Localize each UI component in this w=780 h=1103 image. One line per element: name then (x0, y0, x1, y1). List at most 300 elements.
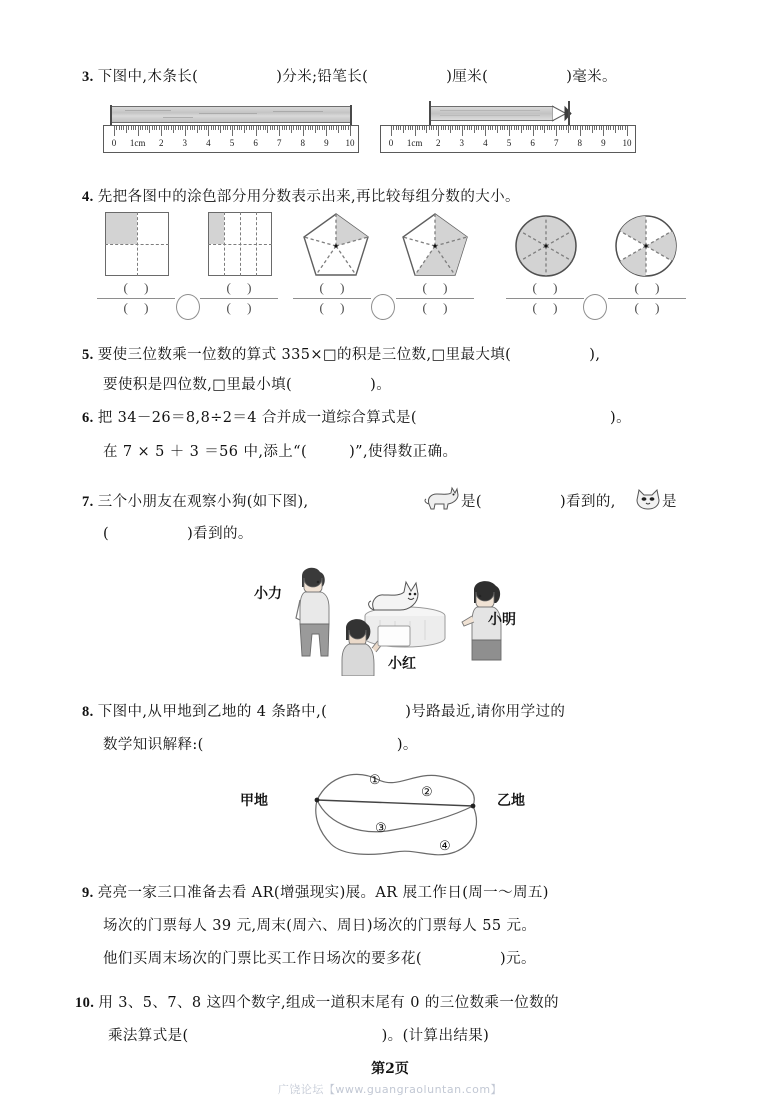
ruler-tick (291, 126, 292, 133)
ruler-tick (338, 126, 339, 133)
ruler-tick (324, 126, 325, 130)
question-5-line-2 (103, 370, 391, 400)
ruler-tick (599, 126, 600, 130)
numerator-blank[interactable]: ( ) (422, 280, 448, 295)
numerator-blank[interactable]: ( ) (319, 280, 345, 295)
ruler-tick (495, 126, 496, 130)
ruler-tick (277, 126, 278, 130)
question-7-text-c: )看到的, (560, 494, 616, 510)
ruler-tick (514, 126, 515, 130)
fraction-bar (608, 298, 686, 299)
ruler-tick (448, 126, 449, 130)
ruler-tick (341, 126, 342, 130)
ruler-tick (467, 126, 468, 130)
denominator-blank[interactable]: ( ) (319, 300, 345, 315)
ruler-tick (544, 126, 545, 133)
question-6-line-1 (82, 403, 631, 433)
stick-grain (273, 111, 323, 112)
fraction-bar (97, 298, 175, 299)
ruler-tick (509, 126, 510, 136)
ruler-label: 0 (388, 138, 394, 148)
ruler-tick (511, 126, 512, 130)
ruler-tick (135, 126, 136, 130)
ruler-tick (305, 126, 306, 130)
ruler-label: 5 (229, 138, 235, 148)
ruler-tick (540, 126, 541, 130)
ruler-tick (441, 126, 442, 130)
ruler-tick (559, 126, 560, 130)
ruler-tick (521, 126, 522, 133)
ruler-tick (408, 126, 409, 130)
ruler-tick (239, 126, 240, 130)
ruler-tick (547, 126, 548, 130)
ruler-label: 6 (530, 138, 535, 148)
ruler-tick (483, 126, 484, 130)
ruler-tick (253, 126, 254, 130)
figure-pentagon-three-fifths (399, 210, 471, 280)
comparison-operator-blank[interactable] (583, 294, 607, 320)
denominator-blank[interactable]: ( ) (226, 300, 252, 315)
question-5-text-2-end: )。 (370, 377, 392, 393)
pencil-grain (440, 110, 540, 111)
ruler-tick (415, 126, 416, 136)
ruler-label: 10 (622, 138, 632, 148)
ruler-tick (608, 126, 609, 130)
ruler-label: 8 (577, 138, 583, 148)
question-10-line-1 (75, 988, 559, 1018)
ruler-tick (601, 126, 602, 130)
ruler-tick (431, 126, 432, 130)
ruler-tick (237, 126, 238, 130)
question-6-text-2: 在 7 × 5 ＋ 3 ＝56 中,添上“( (103, 444, 308, 460)
ruler-label: 5 (506, 138, 512, 148)
fraction-blank-left[interactable] (97, 280, 175, 316)
ruler-tick (213, 126, 214, 130)
ruler-tick (201, 126, 202, 130)
ruler-tick (405, 126, 406, 130)
ruler-tick (152, 126, 153, 130)
ruler-tick (481, 126, 482, 130)
ruler-tick (199, 126, 200, 130)
dog-side-view-icon (421, 484, 459, 512)
ruler-tick (246, 126, 247, 130)
question-10-text-2: 乘法算式是( (108, 1028, 189, 1044)
wooden-stick (110, 106, 352, 123)
ruler-tick (549, 126, 550, 130)
ruler-tick (570, 126, 571, 130)
figure-pentagon-one-fifth (300, 210, 372, 280)
ruler-tick (469, 126, 470, 130)
question-10-number: 10. (75, 995, 95, 1011)
ruler-tick (121, 126, 122, 130)
question-10-text-1: 用 3、5、7、8 这四个数字,组成一道积末尾有 0 的三位数乘一位数的 (98, 995, 559, 1011)
fraction-blank-right[interactable] (396, 280, 474, 316)
ruler-tick (606, 126, 607, 130)
ruler-tick (615, 126, 616, 133)
ruler-tick (526, 126, 527, 130)
question-8-line-1 (82, 697, 565, 727)
ruler-tick (208, 126, 209, 136)
ruler-tick (542, 126, 543, 130)
ruler-tick (265, 126, 266, 130)
ruler-tick (350, 126, 351, 136)
ruler-label: 2 (158, 138, 164, 148)
ruler-tick (140, 126, 141, 130)
page-number: 第2页 (371, 1061, 409, 1077)
figure-circle-three-sixths (612, 212, 680, 280)
ruler-label: 0 (111, 138, 117, 148)
question-6-text-1: 把 34－26＝8,8÷2＝4 合并成一道综合算式是( (97, 410, 417, 426)
ruler-tick (182, 126, 183, 130)
question-7-text-e: ( (103, 526, 110, 542)
ruler-tick (194, 126, 195, 130)
route-label-2: ② (421, 785, 433, 800)
question-7-line-1 (82, 487, 309, 517)
ruler-tick (620, 126, 621, 130)
question-6-number: 6. (82, 410, 94, 426)
question-9-text-2: 场次的门票每人 39 元,周末(周六、周日)场次的门票每人 55 元。 (103, 918, 537, 934)
question-5-text-1-end: ), (589, 347, 601, 363)
fraction-bar (200, 298, 278, 299)
ruler-tick (319, 126, 320, 130)
ruler-tick (303, 126, 304, 136)
ruler-tick (180, 126, 181, 130)
ruler-tick (166, 126, 167, 130)
ruler-label: 6 (253, 138, 258, 148)
question-9-line-2 (103, 911, 536, 941)
fraction-blank-right[interactable] (200, 280, 278, 316)
stick-grain (125, 110, 171, 111)
fraction-bar (506, 298, 584, 299)
ruler-tick (433, 126, 434, 130)
ruler-tick (220, 126, 221, 133)
ruler-tick (161, 126, 162, 136)
ruler-tick (582, 126, 583, 130)
ruler-tick (244, 126, 245, 133)
ruler-tick (298, 126, 299, 130)
ruler-tick (535, 126, 536, 130)
ruler-tick (573, 126, 574, 130)
denominator-blank[interactable]: ( ) (532, 300, 558, 315)
ruler-tick (507, 126, 508, 130)
ruler-tick (156, 126, 157, 130)
ruler-tick (274, 126, 275, 130)
numerator-blank[interactable]: ( ) (226, 280, 252, 295)
numerator-blank[interactable]: ( ) (634, 280, 660, 295)
ruler-tick (187, 126, 188, 130)
ruler-tick (622, 126, 623, 130)
question-3-text-b: )分米;铅笔长( (276, 69, 369, 85)
ruler-tick (618, 126, 619, 130)
ruler-tick (272, 126, 273, 130)
label-start-jiadi: 甲地 (240, 793, 268, 809)
denominator-blank[interactable]: ( ) (422, 300, 448, 315)
ruler-tick (197, 126, 198, 133)
ruler-tick (530, 126, 531, 130)
dog-on-pedestal (369, 582, 418, 610)
question-10-line-2 (108, 1021, 489, 1051)
ruler-tick (293, 126, 294, 130)
ruler-tick (300, 126, 301, 130)
ruler-tick (175, 126, 176, 130)
ruler-tick (393, 126, 394, 130)
pencil-tip-icon (552, 105, 574, 123)
ruler-tick (284, 126, 285, 130)
ruler-tick (554, 126, 555, 130)
ruler-label: 4 (483, 138, 488, 148)
ruler-tick (329, 126, 330, 130)
ruler-tick (215, 126, 216, 130)
pencil-end-left (429, 101, 431, 126)
question-7-line-2 (103, 519, 253, 549)
ruler-label: 9 (601, 138, 606, 148)
ruler-tick (256, 126, 257, 136)
ruler-tick (178, 126, 179, 130)
ruler-tick (159, 126, 160, 130)
ruler-tick (206, 126, 207, 130)
question-8-text-2: 数学知识解释:( (103, 737, 204, 753)
ruler-tick (204, 126, 205, 130)
label-end-yidi: 乙地 (497, 793, 525, 809)
ruler-label: 3 (182, 138, 188, 148)
question-9-text-3-end: )元。 (500, 951, 536, 967)
fraction-bar (396, 298, 474, 299)
ruler-tick (173, 126, 174, 133)
ruler-tick (142, 126, 143, 130)
ruler-label: 8 (300, 138, 306, 148)
ruler-tick (251, 126, 252, 130)
ruler-label: 1cm (406, 138, 423, 148)
ruler-tick (241, 126, 242, 130)
label-xiaoli: 小力 (254, 586, 282, 602)
denominator-blank[interactable]: ( ) (634, 300, 660, 315)
ruler-tick (312, 126, 313, 130)
ruler-tick (457, 126, 458, 130)
footer (0, 1058, 780, 1097)
ruler-tick (471, 126, 472, 130)
route-label-4: ④ (439, 839, 451, 854)
question-3-line-1 (82, 62, 617, 92)
ruler-tick (171, 126, 172, 130)
ruler-tick (308, 126, 309, 130)
ruler-tick (131, 126, 132, 130)
ruler-tick (114, 126, 115, 136)
shaded-part (106, 213, 137, 244)
ruler-tick (556, 126, 557, 136)
question-7-text-d: 是 (662, 494, 677, 510)
fraction-blank-left[interactable] (293, 280, 371, 316)
ruler-tick (333, 126, 334, 130)
fraction-bar (293, 298, 371, 299)
ruler-tick (459, 126, 460, 130)
ruler-tick (123, 126, 124, 130)
ruler-tick (267, 126, 268, 133)
label-xiaohong: 小红 (388, 656, 416, 672)
ruler-tick (315, 126, 316, 133)
ruler-tick (537, 126, 538, 130)
route-label-1: ① (369, 773, 381, 788)
ruler-tick (592, 126, 593, 133)
figure-routes-map (267, 762, 513, 860)
question-7-text-b: 是( (461, 494, 482, 510)
ruler-tick (603, 126, 604, 136)
ruler-tick (190, 126, 191, 130)
ruler-tick (289, 126, 290, 130)
ruler-label: 2 (435, 138, 441, 148)
ruler-tick (478, 126, 479, 130)
ruler-tick (168, 126, 169, 130)
ruler-tick (443, 126, 444, 130)
question-8-text-2-end: )。 (396, 737, 418, 753)
ruler-label: 1cm (129, 138, 146, 148)
question-3-text-c: )厘米( (446, 69, 489, 85)
ruler-tick (322, 126, 323, 130)
numerator-blank[interactable]: ( ) (532, 280, 558, 295)
question-7-line-1-cont (461, 487, 616, 517)
ruler-tick (594, 126, 595, 130)
ruler-tick (502, 126, 503, 130)
ruler-tick (296, 126, 297, 130)
ruler-tick (249, 126, 250, 130)
watermark: 广饶论坛【www.guangraoluntan.com】 (277, 1083, 503, 1096)
ruler-tick (279, 126, 280, 136)
ruler-tick (462, 126, 463, 136)
ruler-tick (227, 126, 228, 130)
ruler-tick (438, 126, 439, 136)
stick-grain (163, 117, 193, 118)
ruler-tick (474, 126, 475, 133)
numerator-blank[interactable]: ( ) (123, 280, 149, 295)
ruler-tick (345, 126, 346, 130)
question-5-text-2: 要使积是四位数,□里最小填( (103, 377, 293, 393)
ruler-tick (126, 126, 127, 133)
question-7-text-f: )看到的。 (187, 526, 253, 542)
ruler-tick (528, 126, 529, 130)
ruler-tick (426, 126, 427, 133)
ruler-tick (263, 126, 264, 130)
ruler-tick (128, 126, 129, 130)
stick-grain (199, 113, 257, 114)
pencil-grain (440, 115, 540, 116)
comparison-operator-blank[interactable] (176, 294, 200, 320)
ruler-tick (610, 126, 611, 130)
ruler-label: 9 (324, 138, 329, 148)
ruler-tick (410, 126, 411, 130)
ruler-tick (116, 126, 117, 130)
ruler-tick (310, 126, 311, 130)
ruler-tick (452, 126, 453, 130)
ruler-tick (396, 126, 397, 130)
fraction-blank-left[interactable] (506, 280, 584, 316)
pencil-end-right (568, 101, 570, 126)
ruler-right (380, 125, 636, 153)
question-9-text-3: 他们买周末场次的门票比买工作日场次的要多花( (103, 951, 422, 967)
ruler-tick (417, 126, 418, 130)
question-9-line-1 (82, 878, 549, 908)
ruler-tick (585, 126, 586, 130)
figure-circle-six-sixths (512, 212, 580, 280)
ruler-label: 10 (345, 138, 355, 148)
ruler-tick (218, 126, 219, 130)
ruler-tick (398, 126, 399, 130)
fraction-blank-right[interactable] (608, 280, 686, 316)
ruler-tick (391, 126, 392, 136)
ruler-label: 7 (276, 138, 282, 148)
ruler-tick (476, 126, 477, 130)
child-xiaoli (296, 568, 329, 656)
question-9-line-3 (103, 944, 536, 974)
ruler-tick (403, 126, 404, 133)
ruler-tick (523, 126, 524, 130)
ruler-tick (282, 126, 283, 130)
ruler-tick (490, 126, 491, 130)
ruler-tick (577, 126, 578, 130)
ruler-left-with-stick (103, 106, 359, 148)
ruler-tick (348, 126, 349, 130)
question-6-text-1-end: )。 (610, 410, 631, 426)
ruler-tick (234, 126, 235, 130)
comparison-operator-blank[interactable] (371, 294, 395, 320)
question-9-number: 9. (82, 885, 94, 901)
ruler-tick (260, 126, 261, 130)
ruler-label: 7 (553, 138, 559, 148)
question-7-line-1-end (662, 487, 677, 517)
ruler-tick (145, 126, 146, 130)
ruler-right-with-pencil (380, 101, 636, 148)
ruler-tick (533, 126, 534, 136)
question-8-number: 8. (82, 704, 94, 720)
ruler-tick (232, 126, 233, 136)
ruler-tick (164, 126, 165, 130)
question-4-text: 先把各图中的涂色部分用分数表示出来,再比较每组分数的大小。 (97, 189, 520, 205)
ruler-tick (450, 126, 451, 133)
ruler-tick (225, 126, 226, 130)
ruler-label: 3 (459, 138, 465, 148)
question-5-text-1: 要使三位数乘一位数的算式 335×□的积是三位数,□里最大填( (97, 347, 512, 363)
ruler-tick (625, 126, 626, 130)
ruler-tick (270, 126, 271, 130)
ruler-tick (566, 126, 567, 130)
ruler-tick (223, 126, 224, 130)
route-label-3: ③ (375, 821, 387, 836)
denominator-blank[interactable]: ( ) (123, 300, 149, 315)
question-8-text-1: 下图中,从甲地到乙地的 4 条路中,( (97, 704, 328, 720)
ruler-tick (627, 126, 628, 136)
question-5-number: 5. (82, 347, 94, 363)
ruler-tick (400, 126, 401, 130)
ruler-left (103, 125, 359, 153)
ruler-tick (568, 126, 569, 133)
ruler-tick (497, 126, 498, 133)
ruler-tick (561, 126, 562, 130)
ruler-tick (518, 126, 519, 130)
ruler-tick (492, 126, 493, 130)
question-6-line-2 (103, 437, 457, 467)
ruler-tick (192, 126, 193, 130)
question-5-line-1 (82, 340, 600, 370)
ruler-label: 4 (206, 138, 211, 148)
ruler-tick (429, 126, 430, 130)
ruler-tick (147, 126, 148, 130)
ruler-tick (336, 126, 337, 130)
ruler-tick (580, 126, 581, 136)
ruler-tick (185, 126, 186, 136)
question-4-number: 4. (82, 189, 94, 205)
ruler-tick (286, 126, 287, 130)
question-7-text-a: 三个小朋友在观察小狗(如下图), (97, 494, 309, 510)
ruler-tick (613, 126, 614, 130)
ruler-tick (343, 126, 344, 130)
